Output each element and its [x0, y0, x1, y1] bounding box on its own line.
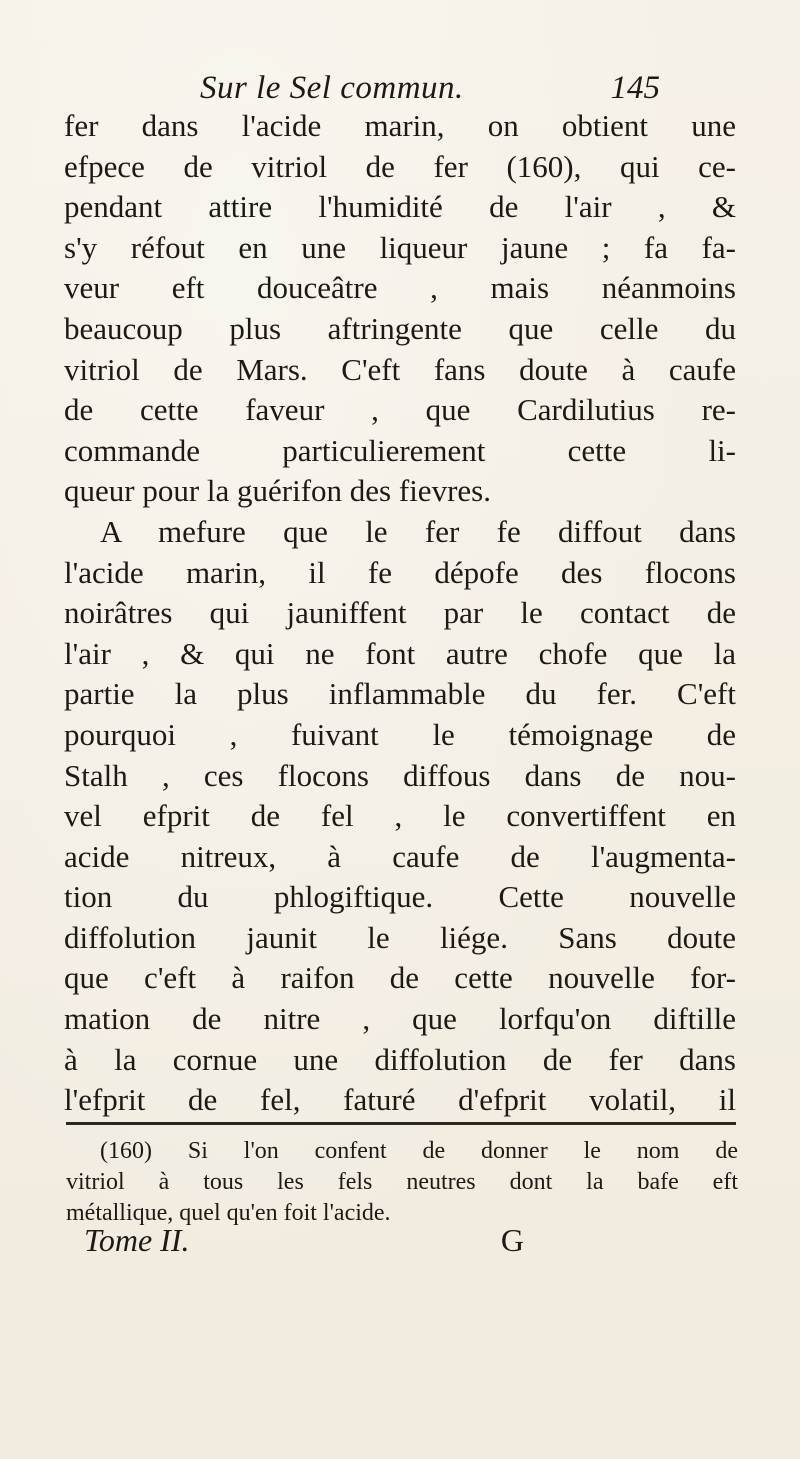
- text-line: que c'eft à raifon de cette nouvelle for-: [64, 960, 736, 996]
- text-line: l'acide marin, il fe dépofe des flocons: [64, 554, 736, 590]
- text-line: vitriol de Mars. C'eft fans doute à caufe: [64, 351, 736, 387]
- main-text: [64, 106, 736, 1121]
- text-line: acide nitreux, à caufe de l'augmenta-: [64, 838, 736, 874]
- page-header: [200, 70, 660, 110]
- running-title: Sur le Sel commun.: [200, 70, 464, 106]
- footnote: [66, 1136, 738, 1229]
- page-number: 145: [610, 70, 660, 106]
- text-line: A mefure que le fer fe diffout dans: [100, 513, 736, 549]
- text-line: diffolution jaunit le liége. Sans doute: [64, 919, 736, 955]
- text-line: pendant attire l'humidité de l'air , &: [64, 189, 736, 225]
- text-line: l'air , & qui ne font autre chofe que la: [64, 635, 736, 671]
- footnote-line: métallique, quel qu'en foit l'acide.: [66, 1200, 391, 1226]
- page-footer: [84, 1222, 524, 1260]
- text-line: queur pour la guérifon des fievres.: [64, 473, 491, 509]
- text-line: l'efprit de fel, faturé d'efprit volatil, il: [64, 1082, 736, 1118]
- text-line: noirâtres qui jauniffent par le contact de: [64, 595, 736, 631]
- text-line: tion du phlogiftique. Cette nouvelle: [64, 879, 736, 915]
- footnote-line: (160) Si l'on confent de donner le nom de: [100, 1138, 738, 1164]
- text-line: de cette faveur , que Cardilutius re-: [64, 392, 736, 428]
- footnote-line: vitriol à tous les fels neutres dont la bafe eft: [66, 1169, 738, 1195]
- text-line: à la cornue une diffolution de fer dans: [64, 1041, 736, 1077]
- text-line: commande particulierement cette li-: [64, 432, 736, 468]
- footnote-rule: [66, 1122, 736, 1125]
- text-line: fer dans l'acide marin, on obtient une: [64, 108, 736, 143]
- text-line: mation de nitre , que lorfqu'on diftille: [64, 1001, 736, 1037]
- text-line: partie la plus inflammable du fer. C'eft: [64, 676, 736, 712]
- text-line: vel efprit de fel , le convertiffent en: [64, 798, 736, 834]
- text-line: s'y réfout en une liqueur jaune ; fa fa-: [64, 229, 736, 265]
- text-line: efpece de vitriol de fer (160), qui ce-: [64, 148, 736, 184]
- volume-label: Tome II.: [84, 1222, 190, 1258]
- text-line: Stalh , ces flocons diffous dans de nou-: [64, 757, 736, 793]
- text-line: beaucoup plus aftringente que celle du: [64, 310, 736, 346]
- text-line: pourquoi , fuivant le témoignage de: [64, 716, 736, 752]
- signature-mark: G: [500, 1222, 524, 1258]
- text-line: veur eft douceâtre , mais néanmoins: [64, 270, 736, 306]
